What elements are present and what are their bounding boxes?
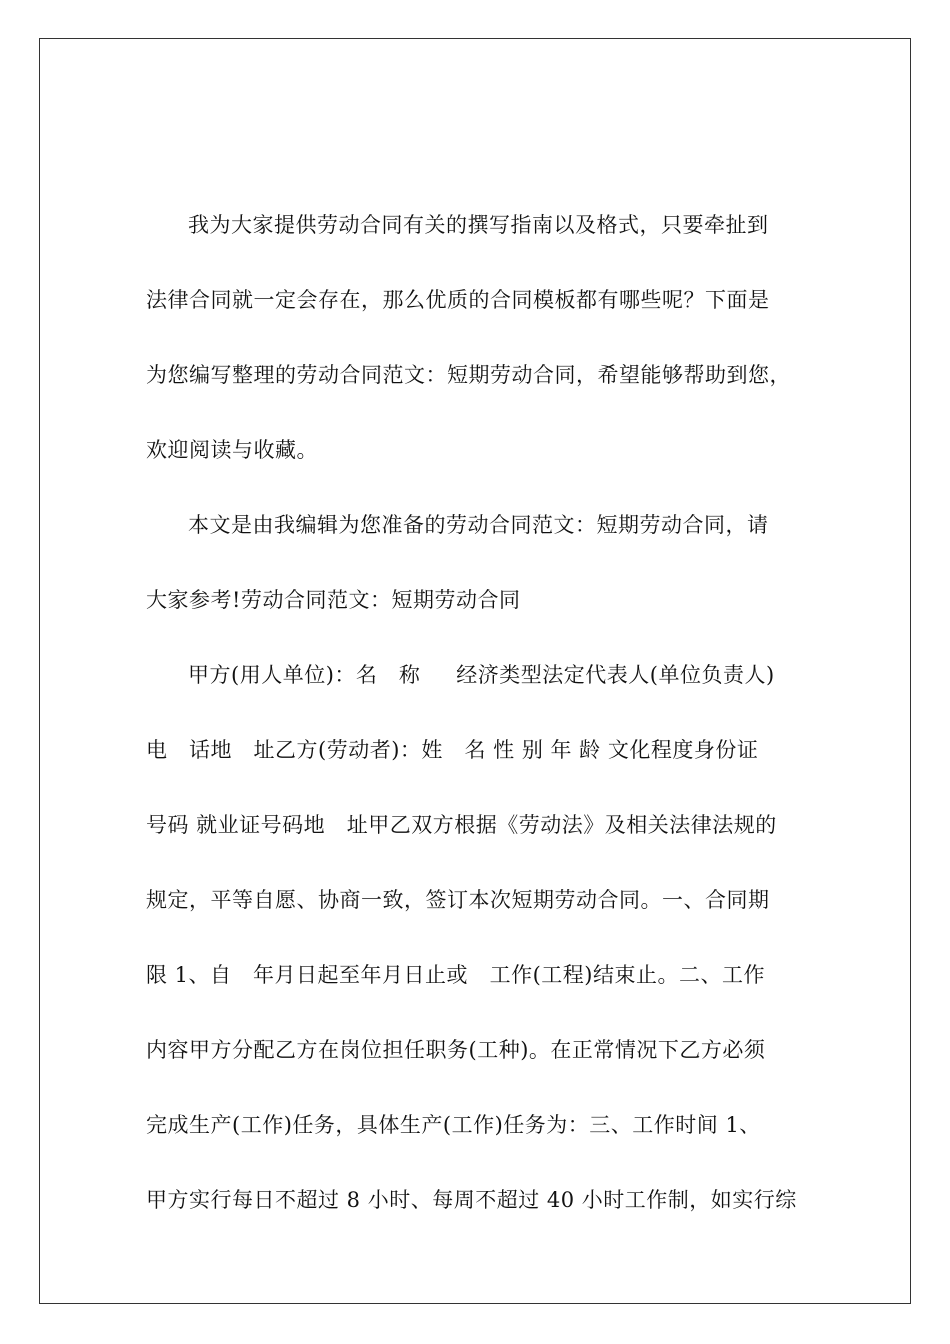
text-line: 规定，平等自愿、协商一致，签订本次短期劳动合同。一、合同期 xyxy=(146,888,770,912)
text-line: 号码 就业证号码地 址甲乙双方根据《劳动法》及相关法律法规的 xyxy=(146,813,777,837)
text-line: 本文是由我编辑为您准备的劳动合同范文：短期劳动合同，请 xyxy=(188,513,769,537)
paragraph-reference xyxy=(146,500,806,650)
text-line: 内容甲方分配乙方在岗位担任职务(工种)。在正常情况下乙方必须 xyxy=(146,1038,766,1062)
text-line: 欢迎阅读与收藏。 xyxy=(146,438,318,462)
document-body xyxy=(146,200,806,1250)
text-line: 我为大家提供劳动合同有关的撰写指南以及格式，只要牵扯到 xyxy=(188,213,769,237)
text-line: 电 话地 址乙方(劳动者)：姓 名 性 别 年 龄 文化程度身份证 xyxy=(146,738,759,762)
text-line: 完成生产(工作)任务，具体生产(工作)任务为：三、工作时间 1、 xyxy=(146,1113,761,1137)
text-line: 限 1、自 年月日起至年月日止或 工作(工程)结束止。二、工作 xyxy=(146,963,765,987)
text-line: 甲方实行每日不超过 8 小时、每周不超过 40 小时工作制，如实行综 xyxy=(146,1188,797,1212)
paragraph-intro xyxy=(146,200,806,500)
text-line: 甲方(用人单位)：名 称 经济类型法定代表人(单位负责人) xyxy=(188,663,775,687)
text-line: 法律合同就一定会存在，那么优质的合同模板都有哪些呢？下面是 xyxy=(146,288,770,312)
text-line: 大家参考!劳动合同范文：短期劳动合同 xyxy=(146,588,521,612)
text-line: 为您编写整理的劳动合同范文：短期劳动合同，希望能够帮助到您， xyxy=(146,363,791,387)
paragraph-contract-body xyxy=(146,650,806,1250)
